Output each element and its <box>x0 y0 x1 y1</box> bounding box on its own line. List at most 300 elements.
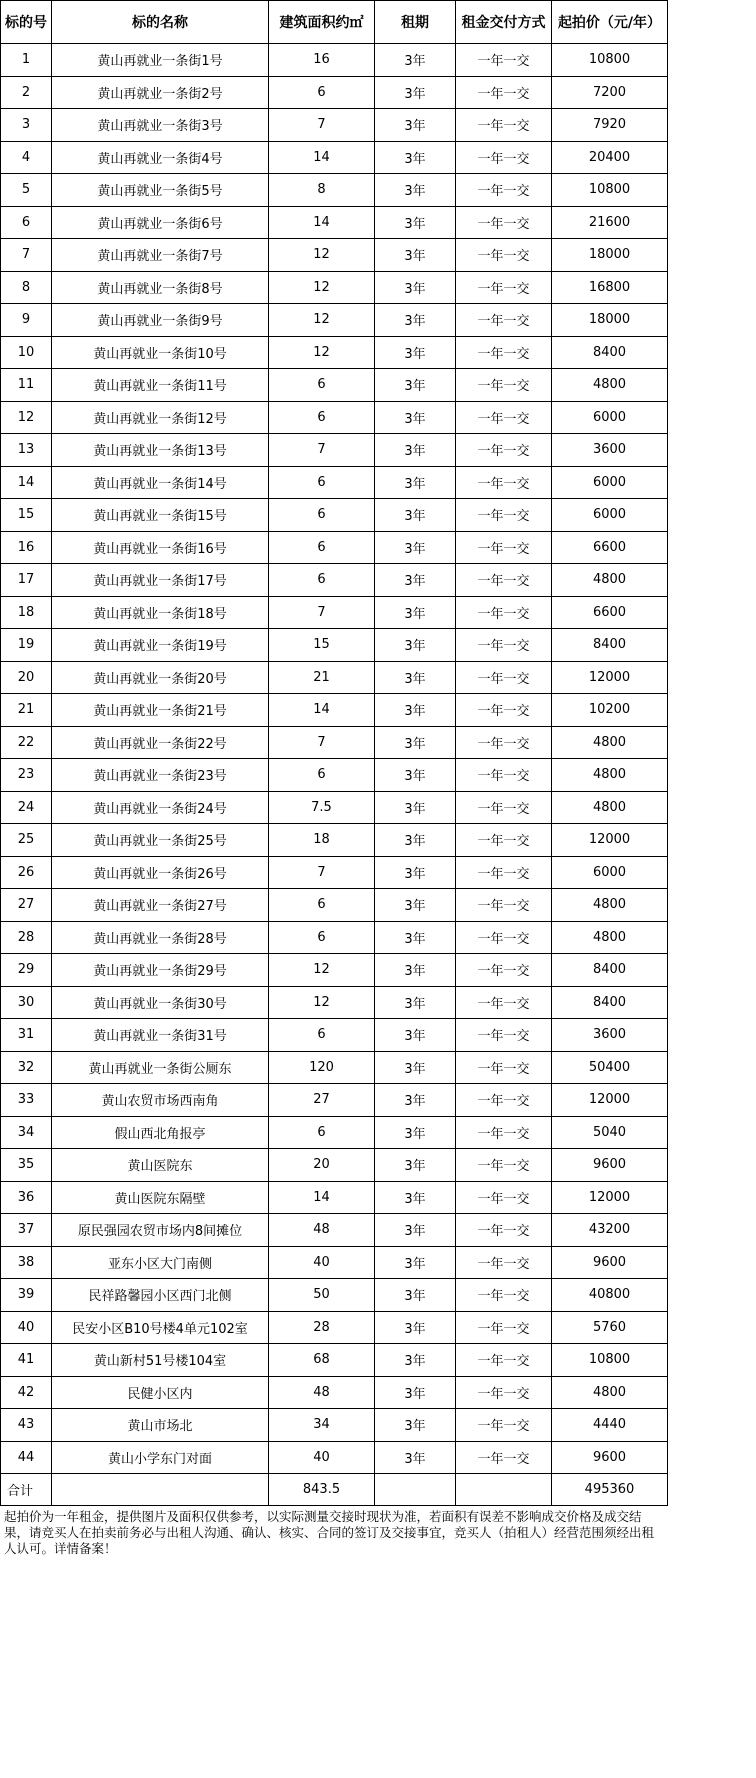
cell-payment-method: 一年一交 <box>456 694 552 727</box>
cell-lot-name: 民健小区内 <box>52 1376 269 1409</box>
cell-starting-price: 20400 <box>552 141 668 174</box>
cell-lease-term: 3年 <box>375 1246 456 1279</box>
cell-lease-term: 3年 <box>375 564 456 597</box>
cell-lot-name: 黄山再就业一条街13号 <box>52 434 269 467</box>
cell-payment-method: 一年一交 <box>456 76 552 109</box>
cell-lot-name: 黄山再就业一条街12号 <box>52 401 269 434</box>
header-lot-name: 标的名称 <box>52 1 269 44</box>
cell-lot-name: 黄山再就业一条街2号 <box>52 76 269 109</box>
cell-starting-price: 3600 <box>552 434 668 467</box>
header-row <box>1 1 668 44</box>
cell-lot-number: 26 <box>1 856 52 889</box>
cell-lease-term: 3年 <box>375 1409 456 1442</box>
cell-lease-term: 3年 <box>375 499 456 532</box>
cell-starting-price: 10800 <box>552 1344 668 1377</box>
table-row <box>1 661 668 694</box>
cell-area: 6 <box>269 1116 375 1149</box>
table-row <box>1 824 668 857</box>
cell-payment-method: 一年一交 <box>456 109 552 142</box>
cell-lease-term: 3年 <box>375 239 456 272</box>
cell-payment-method: 一年一交 <box>456 1181 552 1214</box>
table-row <box>1 141 668 174</box>
cell-starting-price: 3600 <box>552 1019 668 1052</box>
cell-payment-method: 一年一交 <box>456 1084 552 1117</box>
cell-lot-name: 黄山再就业一条街23号 <box>52 759 269 792</box>
table-row <box>1 1051 668 1084</box>
cell-payment-method: 一年一交 <box>456 791 552 824</box>
cell-area: 8 <box>269 174 375 207</box>
header-payment-method: 租金交付方式 <box>456 1 552 44</box>
cell-lease-term: 3年 <box>375 596 456 629</box>
cell-starting-price: 4440 <box>552 1409 668 1442</box>
cell-lot-name: 黄山再就业一条街24号 <box>52 791 269 824</box>
cell-lot-number: 13 <box>1 434 52 467</box>
cell-payment-method: 一年一交 <box>456 1279 552 1312</box>
cell-starting-price: 21600 <box>552 206 668 239</box>
cell-starting-price: 9600 <box>552 1441 668 1474</box>
cell-lot-number: 33 <box>1 1084 52 1117</box>
table-row <box>1 1019 668 1052</box>
total-area: 843.5 <box>269 1474 375 1506</box>
cell-lot-name: 黄山再就业一条街20号 <box>52 661 269 694</box>
cell-area: 7 <box>269 726 375 759</box>
total-empty-term <box>375 1474 456 1506</box>
cell-lot-number: 35 <box>1 1149 52 1182</box>
cell-area: 15 <box>269 629 375 662</box>
cell-payment-method: 一年一交 <box>456 1019 552 1052</box>
cell-lot-number: 34 <box>1 1116 52 1149</box>
cell-payment-method: 一年一交 <box>456 986 552 1019</box>
cell-lease-term: 3年 <box>375 141 456 174</box>
table-row <box>1 44 668 77</box>
cell-lot-number: 36 <box>1 1181 52 1214</box>
cell-payment-method: 一年一交 <box>456 1344 552 1377</box>
cell-lot-number: 1 <box>1 44 52 77</box>
cell-lot-number: 41 <box>1 1344 52 1377</box>
cell-lot-name: 黄山新村51号楼104室 <box>52 1344 269 1377</box>
cell-starting-price: 50400 <box>552 1051 668 1084</box>
cell-lot-number: 12 <box>1 401 52 434</box>
cell-area: 50 <box>269 1279 375 1312</box>
cell-lot-name: 黄山再就业一条街17号 <box>52 564 269 597</box>
cell-lot-number: 11 <box>1 369 52 402</box>
cell-lease-term: 3年 <box>375 889 456 922</box>
cell-payment-method: 一年一交 <box>456 466 552 499</box>
cell-area: 6 <box>269 921 375 954</box>
footnote: 起拍价为一年租金，提供图片及面积仅供参考，以实际测量交接时现状为准，若面积有误差不影响成交价格及成交结果，请竞买人在拍卖前务必与出租人沟通、确认、核实、合同的签订及交接事宜，竞买人（拍租人）经营范围须经出租人认可。详情备案！ <box>4 1509 655 1556</box>
cell-lot-name: 黄山再就业一条街8号 <box>52 271 269 304</box>
cell-lot-name: 黄山再就业一条街25号 <box>52 824 269 857</box>
table-row <box>1 1214 668 1247</box>
cell-lot-number: 42 <box>1 1376 52 1409</box>
cell-lease-term: 3年 <box>375 1441 456 1474</box>
cell-payment-method: 一年一交 <box>456 921 552 954</box>
cell-lease-term: 3年 <box>375 759 456 792</box>
cell-payment-method: 一年一交 <box>456 336 552 369</box>
cell-lease-term: 3年 <box>375 856 456 889</box>
header-area: 建筑面积约㎡ <box>269 1 375 44</box>
cell-lot-name: 黄山再就业一条街30号 <box>52 986 269 1019</box>
table-footer <box>1 1474 668 1506</box>
total-empty-name <box>52 1474 269 1506</box>
cell-area: 6 <box>269 564 375 597</box>
cell-area: 34 <box>269 1409 375 1442</box>
cell-payment-method: 一年一交 <box>456 369 552 402</box>
cell-area: 6 <box>269 369 375 402</box>
cell-lot-name: 黄山再就业一条街15号 <box>52 499 269 532</box>
cell-lot-number: 10 <box>1 336 52 369</box>
cell-lease-term: 3年 <box>375 369 456 402</box>
table-row <box>1 499 668 532</box>
cell-lot-name: 黄山小学东门对面 <box>52 1441 269 1474</box>
cell-area: 7 <box>269 109 375 142</box>
cell-lease-term: 3年 <box>375 986 456 1019</box>
cell-payment-method: 一年一交 <box>456 564 552 597</box>
table-row <box>1 1409 668 1442</box>
cell-payment-method: 一年一交 <box>456 271 552 304</box>
cell-lot-name: 黄山再就业一条街3号 <box>52 109 269 142</box>
cell-lot-number: 4 <box>1 141 52 174</box>
total-row <box>1 1474 668 1506</box>
cell-starting-price: 9600 <box>552 1246 668 1279</box>
cell-lease-term: 3年 <box>375 824 456 857</box>
cell-payment-method: 一年一交 <box>456 304 552 337</box>
cell-lease-term: 3年 <box>375 1376 456 1409</box>
table-row <box>1 76 668 109</box>
cell-area: 12 <box>269 986 375 1019</box>
cell-lot-number: 40 <box>1 1311 52 1344</box>
cell-starting-price: 43200 <box>552 1214 668 1247</box>
cell-lot-name: 黄山再就业一条街6号 <box>52 206 269 239</box>
cell-starting-price: 4800 <box>552 921 668 954</box>
cell-starting-price: 8400 <box>552 986 668 1019</box>
cell-area: 7 <box>269 434 375 467</box>
cell-starting-price: 6600 <box>552 531 668 564</box>
cell-lease-term: 3年 <box>375 661 456 694</box>
cell-payment-method: 一年一交 <box>456 629 552 662</box>
table-row <box>1 1116 668 1149</box>
cell-lease-term: 3年 <box>375 531 456 564</box>
cell-area: 48 <box>269 1376 375 1409</box>
cell-lot-number: 2 <box>1 76 52 109</box>
cell-starting-price: 4800 <box>552 759 668 792</box>
cell-area: 14 <box>269 141 375 174</box>
cell-lot-name: 黄山再就业一条街27号 <box>52 889 269 922</box>
cell-payment-method: 一年一交 <box>456 1311 552 1344</box>
cell-payment-method: 一年一交 <box>456 239 552 272</box>
cell-lot-name: 黄山再就业一条街公厕东 <box>52 1051 269 1084</box>
cell-lot-name: 黄山再就业一条街26号 <box>52 856 269 889</box>
cell-lot-number: 7 <box>1 239 52 272</box>
table-row <box>1 629 668 662</box>
table-row <box>1 336 668 369</box>
cell-lease-term: 3年 <box>375 1279 456 1312</box>
table-row <box>1 239 668 272</box>
cell-payment-method: 一年一交 <box>456 856 552 889</box>
table-row <box>1 986 668 1019</box>
cell-lot-name: 黄山再就业一条街16号 <box>52 531 269 564</box>
cell-starting-price: 4800 <box>552 889 668 922</box>
cell-lot-number: 6 <box>1 206 52 239</box>
table-row <box>1 434 668 467</box>
table-header <box>1 1 668 44</box>
cell-lot-number: 3 <box>1 109 52 142</box>
table-row <box>1 921 668 954</box>
table-row <box>1 401 668 434</box>
cell-payment-method: 一年一交 <box>456 824 552 857</box>
total-empty-payment <box>456 1474 552 1506</box>
cell-lot-number: 20 <box>1 661 52 694</box>
cell-payment-method: 一年一交 <box>456 434 552 467</box>
cell-payment-method: 一年一交 <box>456 1051 552 1084</box>
cell-lot-number: 8 <box>1 271 52 304</box>
cell-lease-term: 3年 <box>375 1116 456 1149</box>
cell-payment-method: 一年一交 <box>456 531 552 564</box>
table-row <box>1 1311 668 1344</box>
cell-lot-name: 黄山农贸市场西南角 <box>52 1084 269 1117</box>
cell-payment-method: 一年一交 <box>456 499 552 532</box>
cell-lot-name: 黄山再就业一条街21号 <box>52 694 269 727</box>
cell-payment-method: 一年一交 <box>456 206 552 239</box>
cell-lease-term: 3年 <box>375 109 456 142</box>
cell-payment-method: 一年一交 <box>456 759 552 792</box>
table-row <box>1 174 668 207</box>
table-row <box>1 954 668 987</box>
cell-lot-name: 黄山再就业一条街5号 <box>52 174 269 207</box>
cell-lot-number: 38 <box>1 1246 52 1279</box>
cell-payment-method: 一年一交 <box>456 401 552 434</box>
cell-area: 12 <box>269 954 375 987</box>
cell-payment-method: 一年一交 <box>456 1246 552 1279</box>
table-row <box>1 531 668 564</box>
cell-lot-name: 假山西北角报亭 <box>52 1116 269 1149</box>
cell-starting-price: 12000 <box>552 824 668 857</box>
cell-lot-name: 黄山再就业一条街14号 <box>52 466 269 499</box>
cell-starting-price: 18000 <box>552 304 668 337</box>
cell-lease-term: 3年 <box>375 206 456 239</box>
cell-lease-term: 3年 <box>375 1214 456 1247</box>
cell-lease-term: 3年 <box>375 791 456 824</box>
cell-starting-price: 4800 <box>552 369 668 402</box>
cell-starting-price: 8400 <box>552 629 668 662</box>
cell-lot-number: 22 <box>1 726 52 759</box>
table-row <box>1 694 668 727</box>
cell-lot-number: 9 <box>1 304 52 337</box>
table-row <box>1 1376 668 1409</box>
cell-starting-price: 9600 <box>552 1149 668 1182</box>
cell-lot-number: 43 <box>1 1409 52 1442</box>
cell-starting-price: 8400 <box>552 954 668 987</box>
cell-lot-number: 28 <box>1 921 52 954</box>
total-label: 合计 <box>1 1474 52 1506</box>
table-row <box>1 1441 668 1474</box>
cell-starting-price: 6000 <box>552 466 668 499</box>
cell-lot-name: 黄山再就业一条街7号 <box>52 239 269 272</box>
cell-lease-term: 3年 <box>375 629 456 662</box>
cell-lease-term: 3年 <box>375 401 456 434</box>
cell-starting-price: 4800 <box>552 791 668 824</box>
cell-starting-price: 12000 <box>552 661 668 694</box>
cell-lot-name: 黄山再就业一条街4号 <box>52 141 269 174</box>
cell-lot-number: 29 <box>1 954 52 987</box>
cell-starting-price: 4800 <box>552 1376 668 1409</box>
table-row <box>1 1344 668 1377</box>
cell-area: 28 <box>269 1311 375 1344</box>
cell-area: 18 <box>269 824 375 857</box>
cell-lot-number: 31 <box>1 1019 52 1052</box>
table-row <box>1 596 668 629</box>
header-lot-number: 标的号 <box>1 1 52 44</box>
cell-payment-method: 一年一交 <box>456 44 552 77</box>
cell-lot-number: 24 <box>1 791 52 824</box>
cell-lot-number: 25 <box>1 824 52 857</box>
header-starting-price: 起拍价（元/年） <box>552 1 668 44</box>
cell-lease-term: 3年 <box>375 1344 456 1377</box>
table-row <box>1 271 668 304</box>
cell-area: 40 <box>269 1441 375 1474</box>
cell-lot-number: 16 <box>1 531 52 564</box>
cell-lot-number: 21 <box>1 694 52 727</box>
cell-area: 6 <box>269 759 375 792</box>
table-row <box>1 206 668 239</box>
cell-area: 12 <box>269 239 375 272</box>
cell-lease-term: 3年 <box>375 271 456 304</box>
cell-lot-name: 亚东小区大门南侧 <box>52 1246 269 1279</box>
cell-lot-name: 原民强园农贸市场内8间摊位 <box>52 1214 269 1247</box>
cell-lot-number: 44 <box>1 1441 52 1474</box>
cell-lot-number: 14 <box>1 466 52 499</box>
cell-payment-method: 一年一交 <box>456 174 552 207</box>
cell-lot-number: 39 <box>1 1279 52 1312</box>
cell-lease-term: 3年 <box>375 1084 456 1117</box>
cell-lease-term: 3年 <box>375 694 456 727</box>
cell-area: 48 <box>269 1214 375 1247</box>
cell-area: 6 <box>269 466 375 499</box>
cell-lot-number: 30 <box>1 986 52 1019</box>
cell-lease-term: 3年 <box>375 336 456 369</box>
cell-payment-method: 一年一交 <box>456 726 552 759</box>
cell-area: 21 <box>269 661 375 694</box>
cell-area: 68 <box>269 1344 375 1377</box>
cell-starting-price: 12000 <box>552 1084 668 1117</box>
cell-area: 6 <box>269 1019 375 1052</box>
cell-area: 7 <box>269 596 375 629</box>
cell-lot-name: 黄山再就业一条街28号 <box>52 921 269 954</box>
cell-area: 6 <box>269 531 375 564</box>
table-row <box>1 889 668 922</box>
cell-lot-name: 黄山医院东 <box>52 1149 269 1182</box>
cell-lease-term: 3年 <box>375 44 456 77</box>
cell-lot-name: 黄山再就业一条街1号 <box>52 44 269 77</box>
cell-area: 14 <box>269 694 375 727</box>
table-body <box>1 44 668 1474</box>
cell-payment-method: 一年一交 <box>456 1149 552 1182</box>
cell-lease-term: 3年 <box>375 954 456 987</box>
cell-starting-price: 6000 <box>552 856 668 889</box>
cell-starting-price: 5760 <box>552 1311 668 1344</box>
cell-starting-price: 6000 <box>552 401 668 434</box>
cell-payment-method: 一年一交 <box>456 661 552 694</box>
cell-area: 40 <box>269 1246 375 1279</box>
cell-lot-name: 黄山再就业一条街29号 <box>52 954 269 987</box>
table-row <box>1 466 668 499</box>
cell-area: 27 <box>269 1084 375 1117</box>
cell-lot-name: 黄山再就业一条街10号 <box>52 336 269 369</box>
cell-area: 7 <box>269 856 375 889</box>
cell-area: 6 <box>269 889 375 922</box>
cell-lease-term: 3年 <box>375 76 456 109</box>
table-row <box>1 1149 668 1182</box>
cell-starting-price: 6000 <box>552 499 668 532</box>
cell-starting-price: 8400 <box>552 336 668 369</box>
table-row <box>1 369 668 402</box>
header-lease-term: 租期 <box>375 1 456 44</box>
table-row <box>1 1084 668 1117</box>
cell-starting-price: 4800 <box>552 564 668 597</box>
cell-lot-name: 黄山再就业一条街22号 <box>52 726 269 759</box>
cell-lease-term: 3年 <box>375 466 456 499</box>
cell-payment-method: 一年一交 <box>456 889 552 922</box>
cell-starting-price: 10800 <box>552 174 668 207</box>
cell-lot-number: 19 <box>1 629 52 662</box>
cell-lease-term: 3年 <box>375 1311 456 1344</box>
cell-starting-price: 12000 <box>552 1181 668 1214</box>
cell-starting-price: 4800 <box>552 726 668 759</box>
cell-lot-number: 17 <box>1 564 52 597</box>
cell-payment-method: 一年一交 <box>456 1116 552 1149</box>
cell-area: 16 <box>269 44 375 77</box>
cell-payment-method: 一年一交 <box>456 1376 552 1409</box>
cell-area: 12 <box>269 336 375 369</box>
cell-payment-method: 一年一交 <box>456 1441 552 1474</box>
cell-area: 6 <box>269 76 375 109</box>
cell-area: 20 <box>269 1149 375 1182</box>
cell-starting-price: 5040 <box>552 1116 668 1149</box>
cell-area: 6 <box>269 401 375 434</box>
table-row <box>1 759 668 792</box>
cell-lease-term: 3年 <box>375 174 456 207</box>
total-price: 495360 <box>552 1474 668 1506</box>
cell-lot-number: 15 <box>1 499 52 532</box>
cell-lot-number: 37 <box>1 1214 52 1247</box>
cell-lot-number: 18 <box>1 596 52 629</box>
table-row <box>1 791 668 824</box>
cell-area: 120 <box>269 1051 375 1084</box>
cell-lease-term: 3年 <box>375 1181 456 1214</box>
cell-lease-term: 3年 <box>375 1019 456 1052</box>
cell-starting-price: 7200 <box>552 76 668 109</box>
cell-lot-number: 5 <box>1 174 52 207</box>
cell-lot-number: 32 <box>1 1051 52 1084</box>
cell-starting-price: 10200 <box>552 694 668 727</box>
cell-lease-term: 3年 <box>375 1149 456 1182</box>
cell-lease-term: 3年 <box>375 304 456 337</box>
cell-starting-price: 10800 <box>552 44 668 77</box>
cell-area: 7.5 <box>269 791 375 824</box>
cell-starting-price: 40800 <box>552 1279 668 1312</box>
cell-area: 14 <box>269 206 375 239</box>
cell-payment-method: 一年一交 <box>456 1214 552 1247</box>
cell-lot-name: 民安小区B10号楼4单元102室 <box>52 1311 269 1344</box>
table-row <box>1 109 668 142</box>
table-row <box>1 726 668 759</box>
table-row <box>1 1181 668 1214</box>
cell-lot-name: 黄山再就业一条街11号 <box>52 369 269 402</box>
cell-lease-term: 3年 <box>375 921 456 954</box>
cell-starting-price: 16800 <box>552 271 668 304</box>
cell-starting-price: 6600 <box>552 596 668 629</box>
cell-payment-method: 一年一交 <box>456 954 552 987</box>
